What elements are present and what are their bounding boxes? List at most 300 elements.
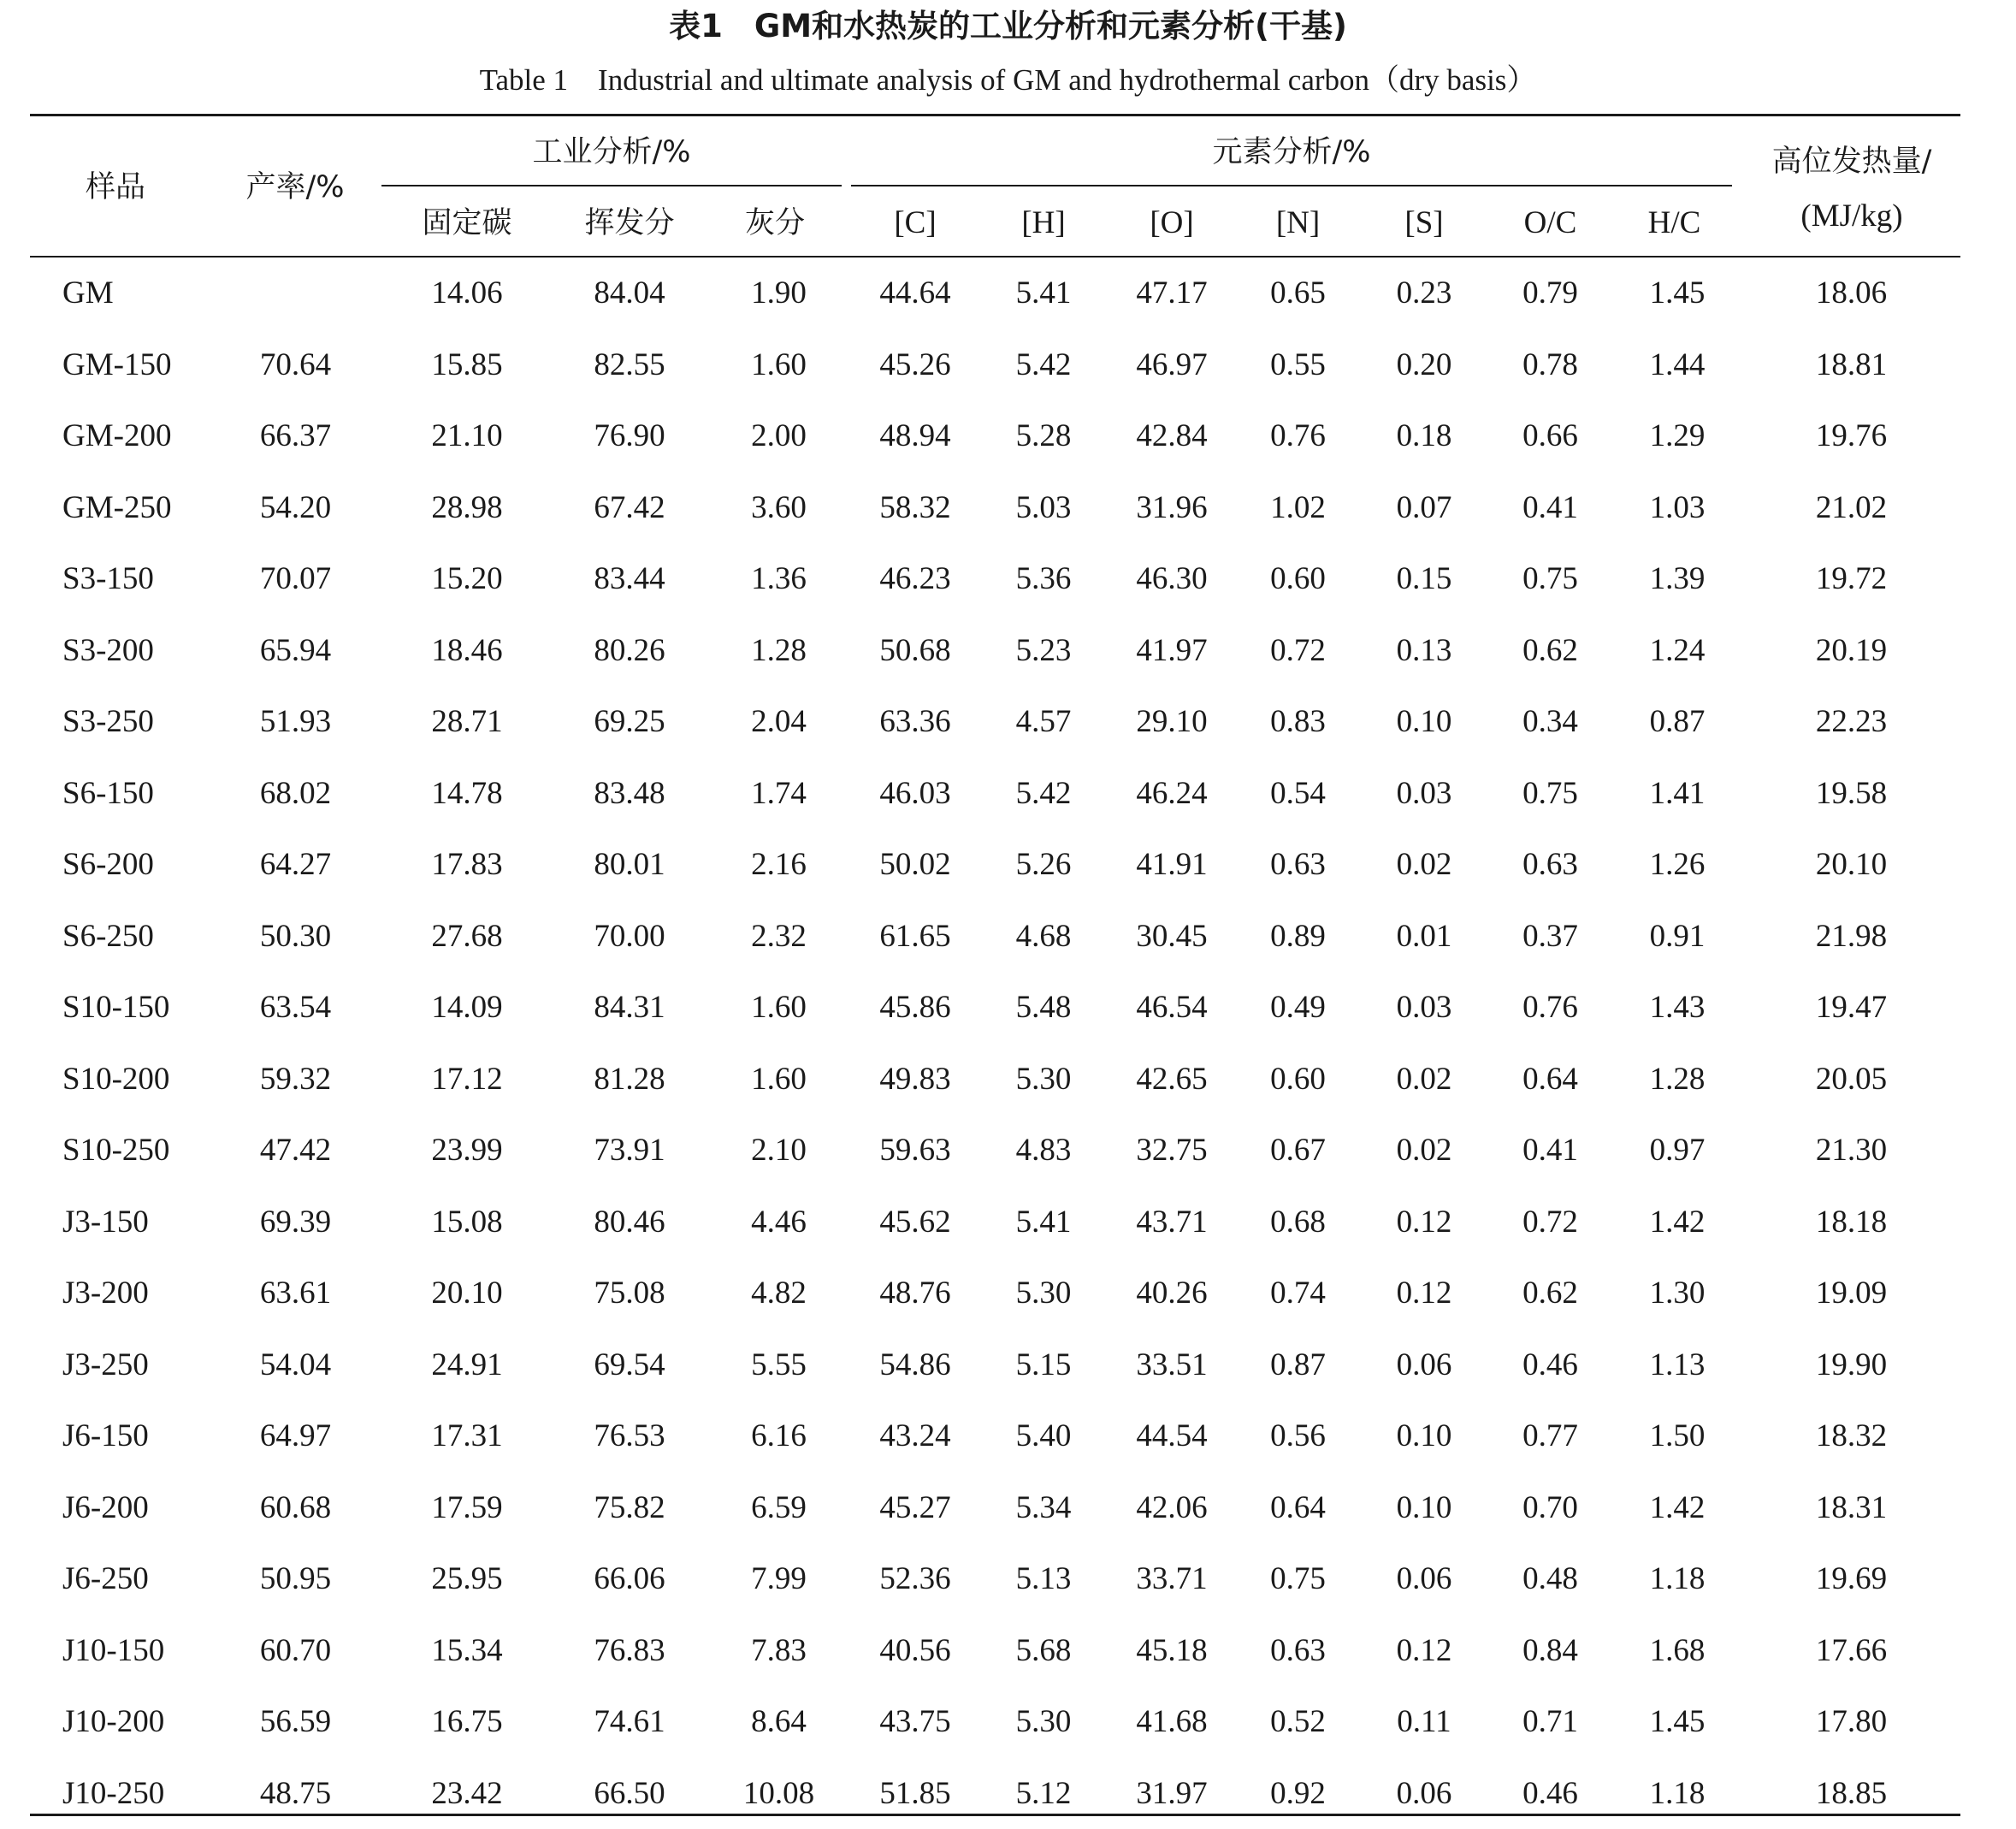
cell-yield: 56.59	[210, 1686, 381, 1758]
cell-s: 0.12	[1360, 1258, 1488, 1329]
table-row	[30, 1686, 1960, 1758]
cell-yield: 69.39	[210, 1187, 381, 1258]
cell-n: 0.64	[1236, 1472, 1360, 1544]
cell-fc: 17.31	[381, 1400, 553, 1472]
cell-c: 45.26	[851, 329, 979, 401]
cell-hhv: 20.19	[1742, 615, 1960, 687]
cell-hhv: 21.02	[1742, 472, 1960, 544]
cell-n: 0.56	[1236, 1400, 1360, 1472]
cell-ash: 2.10	[706, 1115, 851, 1187]
cell-sample: J3-250	[30, 1329, 210, 1401]
cell-h: 5.48	[979, 972, 1108, 1044]
cell-oc: 0.78	[1488, 329, 1612, 401]
cell-s: 0.18	[1360, 400, 1488, 472]
cell-hc: 1.42	[1612, 1187, 1742, 1258]
cell-fc: 25.95	[381, 1543, 553, 1615]
bottom-rule	[30, 1814, 1960, 1816]
cell-ash: 5.55	[706, 1329, 851, 1401]
cell-hhv: 17.66	[1742, 1615, 1960, 1687]
cell-hc: 1.26	[1612, 829, 1742, 901]
header-hc: H/C	[1612, 202, 1736, 245]
cell-n: 0.92	[1236, 1758, 1360, 1829]
cell-n: 0.67	[1236, 1115, 1360, 1187]
cell-yield: 64.97	[210, 1400, 381, 1472]
cell-sample: S3-150	[30, 543, 210, 615]
cell-hhv: 17.80	[1742, 1686, 1960, 1758]
cell-vm: 75.08	[553, 1258, 706, 1329]
cell-vm: 76.90	[553, 400, 706, 472]
table-row	[30, 257, 1960, 329]
header-volatile: 挥发分	[553, 202, 706, 245]
cell-yield: 70.07	[210, 543, 381, 615]
cell-hc: 1.41	[1612, 758, 1742, 830]
cell-oc: 0.62	[1488, 615, 1612, 687]
cell-c: 43.75	[851, 1686, 979, 1758]
cell-s: 0.03	[1360, 758, 1488, 830]
cell-sample: GM-250	[30, 472, 210, 544]
cell-fc: 17.12	[381, 1044, 553, 1116]
cell-vm: 76.83	[553, 1615, 706, 1687]
cell-yield: 63.61	[210, 1258, 381, 1329]
cell-yield: 50.30	[210, 901, 381, 973]
cell-o: 31.97	[1108, 1758, 1236, 1829]
cell-yield: 54.20	[210, 472, 381, 544]
cell-o: 41.97	[1108, 615, 1236, 687]
cell-fc: 18.46	[381, 615, 553, 687]
cell-c: 48.76	[851, 1258, 979, 1329]
cell-h: 5.23	[979, 615, 1108, 687]
cell-fc: 17.59	[381, 1472, 553, 1544]
industrial-group-rule	[381, 185, 842, 186]
cell-hc: 1.39	[1612, 543, 1742, 615]
cell-ash: 1.36	[706, 543, 851, 615]
cell-n: 0.63	[1236, 1615, 1360, 1687]
cell-yield: 50.95	[210, 1543, 381, 1615]
cell-fc: 14.06	[381, 257, 553, 329]
cell-c: 50.02	[851, 829, 979, 901]
cell-s: 0.15	[1360, 543, 1488, 615]
cell-s: 0.07	[1360, 472, 1488, 544]
cell-o: 41.91	[1108, 829, 1236, 901]
cell-s: 0.10	[1360, 1400, 1488, 1472]
cell-ash: 7.99	[706, 1543, 851, 1615]
top-rule	[30, 114, 1960, 116]
table-row	[30, 1115, 1960, 1187]
cell-n: 0.89	[1236, 901, 1360, 973]
cell-c: 58.32	[851, 472, 979, 544]
cell-o: 46.54	[1108, 972, 1236, 1044]
cell-vm: 83.44	[553, 543, 706, 615]
cell-vm: 69.54	[553, 1329, 706, 1401]
cell-s: 0.06	[1360, 1329, 1488, 1401]
cell-h: 4.57	[979, 686, 1108, 758]
header-elemental-analysis: 元素分析/%	[851, 131, 1732, 174]
cell-vm: 84.31	[553, 972, 706, 1044]
cell-sample: S3-250	[30, 686, 210, 758]
cell-ash: 7.83	[706, 1615, 851, 1687]
cell-sample: J3-200	[30, 1258, 210, 1329]
cell-n: 0.68	[1236, 1187, 1360, 1258]
cell-vm: 76.53	[553, 1400, 706, 1472]
cell-vm: 75.82	[553, 1472, 706, 1544]
cell-hc: 1.18	[1612, 1543, 1742, 1615]
cell-vm: 84.04	[553, 257, 706, 329]
cell-ash: 1.28	[706, 615, 851, 687]
table-row	[30, 1044, 1960, 1116]
cell-o: 41.68	[1108, 1686, 1236, 1758]
cell-oc: 0.63	[1488, 829, 1612, 901]
cell-s: 0.03	[1360, 972, 1488, 1044]
cell-c: 40.56	[851, 1615, 979, 1687]
table-row	[30, 1400, 1960, 1472]
cell-n: 0.75	[1236, 1543, 1360, 1615]
cell-fc: 21.10	[381, 400, 553, 472]
cell-vm: 67.42	[553, 472, 706, 544]
cell-h: 4.68	[979, 901, 1108, 973]
cell-h: 5.03	[979, 472, 1108, 544]
cell-c: 59.63	[851, 1115, 979, 1187]
table-row	[30, 1472, 1960, 1544]
cell-h: 5.34	[979, 1472, 1108, 1544]
cell-yield: 47.42	[210, 1115, 381, 1187]
cell-oc: 0.72	[1488, 1187, 1612, 1258]
cell-hhv: 21.98	[1742, 901, 1960, 973]
cell-hhv: 18.81	[1742, 329, 1960, 401]
cell-hc: 0.87	[1612, 686, 1742, 758]
cell-yield: 65.94	[210, 615, 381, 687]
cell-h: 5.28	[979, 400, 1108, 472]
cell-oc: 0.46	[1488, 1758, 1612, 1829]
cell-s: 0.20	[1360, 329, 1488, 401]
cell-h: 5.30	[979, 1258, 1108, 1329]
cell-sample: S10-250	[30, 1115, 210, 1187]
cell-o: 46.30	[1108, 543, 1236, 615]
cell-yield: 63.54	[210, 972, 381, 1044]
cell-s: 0.01	[1360, 901, 1488, 973]
cell-ash: 8.64	[706, 1686, 851, 1758]
elemental-group-rule	[851, 185, 1732, 186]
cell-n: 0.83	[1236, 686, 1360, 758]
cell-ash: 2.16	[706, 829, 851, 901]
cell-h: 5.42	[979, 758, 1108, 830]
cell-yield: 54.04	[210, 1329, 381, 1401]
cell-o: 29.10	[1108, 686, 1236, 758]
cell-hc: 1.43	[1612, 972, 1742, 1044]
table-row	[30, 972, 1960, 1044]
table-row	[30, 1329, 1960, 1401]
cell-sample: S10-150	[30, 972, 210, 1044]
cell-o: 42.84	[1108, 400, 1236, 472]
cell-h: 5.40	[979, 1400, 1108, 1472]
header-s: [S]	[1360, 202, 1488, 245]
cell-yield	[210, 257, 381, 329]
cell-fc: 20.10	[381, 1258, 553, 1329]
table-row	[30, 901, 1960, 973]
cell-yield: 59.32	[210, 1044, 381, 1116]
cell-hhv: 19.09	[1742, 1258, 1960, 1329]
cell-yield: 66.37	[210, 400, 381, 472]
cell-vm: 73.91	[553, 1115, 706, 1187]
cell-hc: 1.29	[1612, 400, 1742, 472]
cell-hhv: 20.05	[1742, 1044, 1960, 1116]
cell-c: 48.94	[851, 400, 979, 472]
cell-yield: 60.68	[210, 1472, 381, 1544]
cell-h: 5.41	[979, 257, 1108, 329]
cell-oc: 0.37	[1488, 901, 1612, 973]
table-row	[30, 686, 1960, 758]
cell-o: 45.18	[1108, 1615, 1236, 1687]
cell-fc: 27.68	[381, 901, 553, 973]
cell-n: 0.76	[1236, 400, 1360, 472]
cell-oc: 0.70	[1488, 1472, 1612, 1544]
cell-hhv: 19.69	[1742, 1543, 1960, 1615]
cell-s: 0.02	[1360, 829, 1488, 901]
cell-ash: 10.08	[706, 1758, 851, 1829]
cell-fc: 28.98	[381, 472, 553, 544]
cell-hc: 1.18	[1612, 1758, 1742, 1829]
cell-n: 0.55	[1236, 329, 1360, 401]
cell-sample: J6-200	[30, 1472, 210, 1544]
cell-o: 40.26	[1108, 1258, 1236, 1329]
cell-h: 5.26	[979, 829, 1108, 901]
cell-fc: 15.20	[381, 543, 553, 615]
cell-ash: 1.60	[706, 972, 851, 1044]
cell-hhv: 19.90	[1742, 1329, 1960, 1401]
cell-hc: 1.24	[1612, 615, 1742, 687]
cell-c: 44.64	[851, 257, 979, 329]
cell-o: 30.45	[1108, 901, 1236, 973]
cell-fc: 16.75	[381, 1686, 553, 1758]
cell-oc: 0.64	[1488, 1044, 1612, 1116]
cell-hhv: 18.32	[1742, 1400, 1960, 1472]
cell-s: 0.02	[1360, 1115, 1488, 1187]
table-row	[30, 829, 1960, 901]
cell-n: 0.54	[1236, 758, 1360, 830]
table-title-english: Table 1 Industrial and ultimate analysis of GM and hydrothermal carbon（dry basis）	[0, 56, 2016, 104]
cell-c: 45.62	[851, 1187, 979, 1258]
cell-fc: 15.85	[381, 329, 553, 401]
cell-yield: 64.27	[210, 829, 381, 901]
cell-sample: S6-150	[30, 758, 210, 830]
cell-hc: 1.45	[1612, 257, 1742, 329]
cell-c: 49.83	[851, 1044, 979, 1116]
cell-hhv: 22.23	[1742, 686, 1960, 758]
cell-hhv: 21.30	[1742, 1115, 1960, 1187]
cell-hhv: 20.10	[1742, 829, 1960, 901]
cell-ash: 1.90	[706, 257, 851, 329]
cell-ash: 2.00	[706, 400, 851, 472]
cell-s: 0.10	[1360, 686, 1488, 758]
cell-hhv: 19.76	[1742, 400, 1960, 472]
cell-fc: 23.42	[381, 1758, 553, 1829]
header-industrial-analysis: 工业分析/%	[381, 131, 842, 174]
cell-h: 5.15	[979, 1329, 1108, 1401]
cell-n: 0.49	[1236, 972, 1360, 1044]
cell-vm: 80.01	[553, 829, 706, 901]
cell-ash: 6.59	[706, 1472, 851, 1544]
cell-o: 42.65	[1108, 1044, 1236, 1116]
cell-vm: 66.50	[553, 1758, 706, 1829]
cell-yield: 70.64	[210, 329, 381, 401]
cell-sample: GM-200	[30, 400, 210, 472]
cell-vm: 70.00	[553, 901, 706, 973]
cell-hhv: 18.18	[1742, 1187, 1960, 1258]
analysis-table	[30, 257, 1960, 1829]
cell-yield: 68.02	[210, 758, 381, 830]
cell-h: 5.12	[979, 1758, 1108, 1829]
cell-o: 33.71	[1108, 1543, 1236, 1615]
table-row	[30, 1187, 1960, 1258]
cell-sample: J3-150	[30, 1187, 210, 1258]
table-row	[30, 758, 1960, 830]
cell-ash: 1.74	[706, 758, 851, 830]
cell-hc: 1.44	[1612, 329, 1742, 401]
cell-yield: 51.93	[210, 686, 381, 758]
cell-s: 0.06	[1360, 1758, 1488, 1829]
cell-h: 5.42	[979, 329, 1108, 401]
cell-o: 46.97	[1108, 329, 1236, 401]
cell-fc: 28.71	[381, 686, 553, 758]
cell-h: 5.68	[979, 1615, 1108, 1687]
cell-s: 0.06	[1360, 1543, 1488, 1615]
cell-s: 0.02	[1360, 1044, 1488, 1116]
cell-hhv: 19.72	[1742, 543, 1960, 615]
cell-hc: 1.45	[1612, 1686, 1742, 1758]
table-row	[30, 1258, 1960, 1329]
cell-hc: 0.91	[1612, 901, 1742, 973]
cell-hc: 1.50	[1612, 1400, 1742, 1472]
cell-ash: 4.82	[706, 1258, 851, 1329]
cell-oc: 0.71	[1488, 1686, 1612, 1758]
header-fixed-carbon: 固定碳	[381, 202, 553, 245]
cell-h: 5.13	[979, 1543, 1108, 1615]
cell-vm: 83.48	[553, 758, 706, 830]
cell-ash: 6.16	[706, 1400, 851, 1472]
cell-hc: 1.03	[1612, 472, 1742, 544]
cell-o: 31.96	[1108, 472, 1236, 544]
cell-o: 47.17	[1108, 257, 1236, 329]
cell-fc: 23.99	[381, 1115, 553, 1187]
cell-s: 0.23	[1360, 257, 1488, 329]
cell-sample: S3-200	[30, 615, 210, 687]
cell-c: 46.23	[851, 543, 979, 615]
cell-vm: 66.06	[553, 1543, 706, 1615]
cell-oc: 0.34	[1488, 686, 1612, 758]
cell-oc: 0.66	[1488, 400, 1612, 472]
cell-ash: 1.60	[706, 1044, 851, 1116]
header-ash: 灰分	[706, 202, 843, 245]
cell-s: 0.13	[1360, 615, 1488, 687]
header-hhv-line1: 高位发热量/	[1745, 140, 1959, 183]
cell-hc: 1.30	[1612, 1258, 1742, 1329]
cell-s: 0.12	[1360, 1187, 1488, 1258]
cell-c: 63.36	[851, 686, 979, 758]
cell-o: 46.24	[1108, 758, 1236, 830]
cell-sample: S10-200	[30, 1044, 210, 1116]
cell-ash: 2.04	[706, 686, 851, 758]
cell-ash: 3.60	[706, 472, 851, 544]
cell-fc: 15.34	[381, 1615, 553, 1687]
cell-hhv: 18.31	[1742, 1472, 1960, 1544]
cell-ash: 4.46	[706, 1187, 851, 1258]
cell-sample: J10-150	[30, 1615, 210, 1687]
header-hhv-line2: (MJ/kg)	[1745, 195, 1959, 238]
cell-h: 5.41	[979, 1187, 1108, 1258]
cell-oc: 0.48	[1488, 1543, 1612, 1615]
cell-hc: 0.97	[1612, 1115, 1742, 1187]
table-row	[30, 472, 1960, 544]
cell-sample: J10-200	[30, 1686, 210, 1758]
table-body	[30, 257, 1960, 1829]
cell-ash: 1.60	[706, 329, 851, 401]
cell-sample: S6-200	[30, 829, 210, 901]
cell-n: 0.63	[1236, 829, 1360, 901]
cell-c: 43.24	[851, 1400, 979, 1472]
cell-hc: 1.42	[1612, 1472, 1742, 1544]
table-row	[30, 1543, 1960, 1615]
cell-ash: 2.32	[706, 901, 851, 973]
cell-o: 42.06	[1108, 1472, 1236, 1544]
cell-c: 46.03	[851, 758, 979, 830]
cell-vm: 69.25	[553, 686, 706, 758]
cell-sample: J10-250	[30, 1758, 210, 1829]
cell-oc: 0.46	[1488, 1329, 1612, 1401]
table-row	[30, 400, 1960, 472]
cell-h: 5.30	[979, 1044, 1108, 1116]
table-row	[30, 615, 1960, 687]
header-n: [N]	[1236, 202, 1360, 245]
header-c: [C]	[851, 202, 979, 245]
cell-hc: 1.13	[1612, 1329, 1742, 1401]
cell-n: 0.72	[1236, 615, 1360, 687]
cell-n: 0.87	[1236, 1329, 1360, 1401]
cell-vm: 82.55	[553, 329, 706, 401]
cell-oc: 0.75	[1488, 758, 1612, 830]
cell-vm: 81.28	[553, 1044, 706, 1116]
cell-fc: 17.83	[381, 829, 553, 901]
cell-s: 0.10	[1360, 1472, 1488, 1544]
cell-sample: J6-250	[30, 1543, 210, 1615]
cell-c: 45.86	[851, 972, 979, 1044]
cell-o: 43.71	[1108, 1187, 1236, 1258]
cell-o: 44.54	[1108, 1400, 1236, 1472]
cell-h: 5.30	[979, 1686, 1108, 1758]
cell-sample: J6-150	[30, 1400, 210, 1472]
cell-yield: 60.70	[210, 1615, 381, 1687]
cell-oc: 0.41	[1488, 1115, 1612, 1187]
cell-n: 0.60	[1236, 1044, 1360, 1116]
cell-n: 0.52	[1236, 1686, 1360, 1758]
cell-c: 61.65	[851, 901, 979, 973]
header-oc: O/C	[1488, 202, 1612, 245]
cell-s: 0.11	[1360, 1686, 1488, 1758]
cell-n: 0.65	[1236, 257, 1360, 329]
cell-n: 0.60	[1236, 543, 1360, 615]
cell-vm: 80.26	[553, 615, 706, 687]
header-yield: 产率/%	[210, 166, 381, 209]
cell-fc: 14.09	[381, 972, 553, 1044]
cell-sample: S6-250	[30, 901, 210, 973]
table-row	[30, 543, 1960, 615]
cell-hhv: 19.47	[1742, 972, 1960, 1044]
table-row	[30, 329, 1960, 401]
cell-s: 0.12	[1360, 1615, 1488, 1687]
cell-sample: GM-150	[30, 329, 210, 401]
cell-hc: 1.68	[1612, 1615, 1742, 1687]
cell-h: 4.83	[979, 1115, 1108, 1187]
header-sample: 样品	[38, 166, 192, 209]
cell-hc: 1.28	[1612, 1044, 1742, 1116]
